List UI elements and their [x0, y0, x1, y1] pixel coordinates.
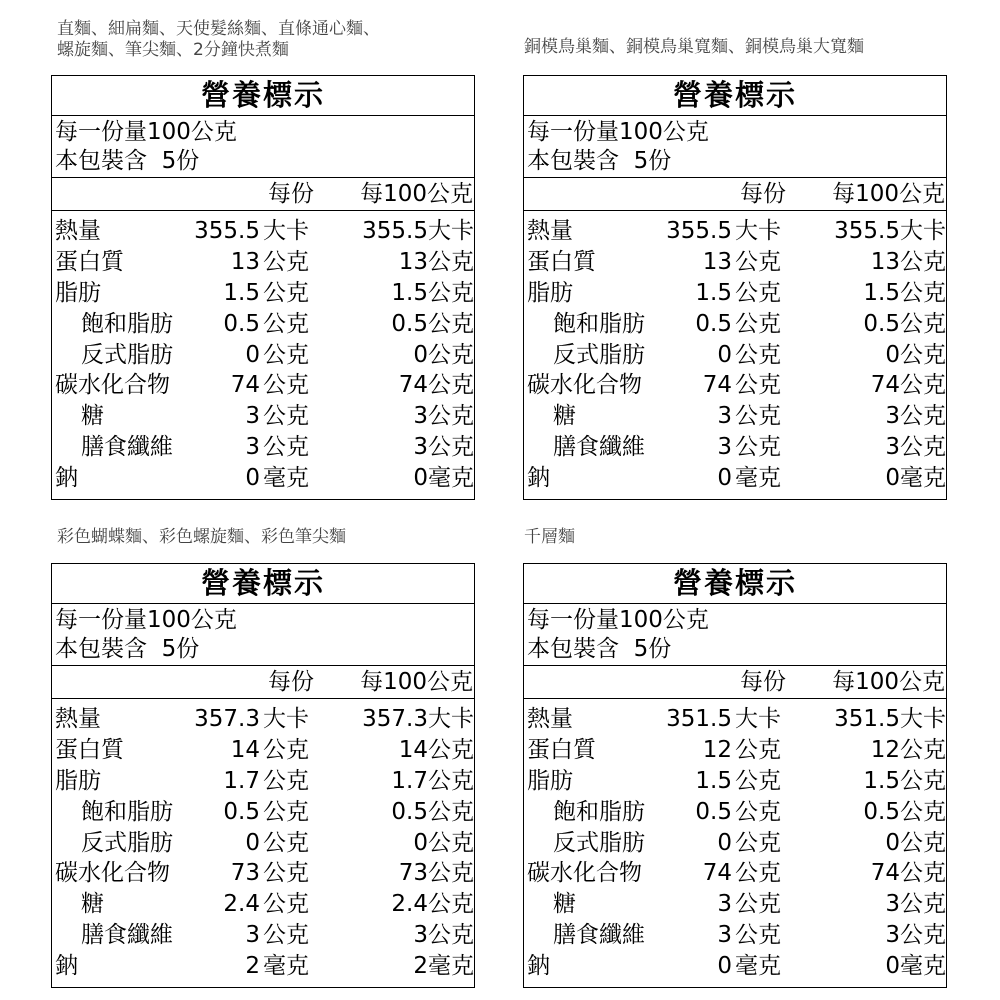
per-serving-value: 13 — [702, 248, 732, 275]
per-serving-unit: 毫克 — [263, 465, 309, 492]
nutrient-name: 熱量 — [55, 218, 101, 244]
per-100g-value: 355.5大卡 — [834, 218, 946, 244]
nutrient-name: 碳水化合物 — [527, 372, 642, 399]
per-serving-value: 3 — [717, 922, 732, 949]
nutrient-row — [524, 889, 946, 920]
per-100g-value: 3公克 — [885, 891, 946, 918]
per-serving-value: 3 — [717, 891, 732, 918]
nutrient-name: 飽和脂肪 — [553, 798, 645, 825]
servings-per-package: 本包裝含 5份 — [55, 636, 200, 662]
per-serving-value: 355.5 — [194, 218, 260, 244]
per-100g-value: 0.5公克 — [863, 310, 946, 337]
per-100g-value: 0公克 — [885, 341, 946, 368]
col-per-100g: 每100公克 — [832, 181, 945, 207]
per-100g-value: 0毫克 — [885, 465, 946, 492]
serving-size: 每一份量100公克 — [55, 607, 237, 633]
servings-per-package: 本包裝含 5份 — [55, 148, 200, 174]
per-100g-value: 3公克 — [885, 403, 946, 430]
nutrient-name: 蛋白質 — [55, 736, 124, 763]
per-100g-value: 0.5公克 — [863, 798, 946, 825]
per-serving-unit: 公克 — [735, 860, 781, 887]
per-serving-unit: 毫克 — [263, 953, 309, 980]
per-serving-unit: 公克 — [263, 798, 309, 825]
per-100g-value: 1.5公克 — [391, 279, 474, 306]
per-serving-value: 3 — [717, 434, 732, 461]
per-serving-unit: 大卡 — [263, 706, 309, 732]
per-serving-value: 13 — [230, 248, 260, 275]
per-serving-unit: 大卡 — [735, 218, 781, 244]
nutrient-row — [524, 463, 946, 494]
per-serving-value: 0 — [245, 829, 260, 856]
per-100g-value: 74公克 — [870, 372, 946, 399]
per-serving-unit: 毫克 — [735, 465, 781, 492]
nutrient-name: 脂肪 — [527, 767, 573, 794]
nutrient-name: 蛋白質 — [527, 736, 596, 763]
per-serving-value: 0 — [717, 829, 732, 856]
nutrient-row — [52, 704, 474, 735]
nutrient-row — [524, 432, 946, 463]
nutrient-name: 膳食纖維 — [81, 922, 173, 949]
nutrient-row — [52, 463, 474, 494]
per-100g-value: 3公克 — [413, 434, 474, 461]
column-header — [524, 666, 946, 699]
per-serving-value: 1.5 — [223, 279, 260, 306]
per-serving-unit: 公克 — [263, 891, 309, 918]
per-serving-unit: 公克 — [735, 767, 781, 794]
nutrient-name: 碳水化合物 — [527, 860, 642, 887]
nutrient-row — [52, 370, 474, 401]
per-serving-value: 1.5 — [695, 279, 732, 306]
nutrient-row — [524, 828, 946, 859]
nutrient-row — [524, 278, 946, 309]
per-serving-unit: 公克 — [735, 922, 781, 949]
nutrient-name: 脂肪 — [55, 279, 101, 306]
per-serving-value: 357.3 — [194, 706, 260, 732]
nutrient-name: 飽和脂肪 — [81, 310, 173, 337]
per-100g-value: 74公克 — [398, 372, 474, 399]
per-serving-unit: 公克 — [263, 860, 309, 887]
nutrient-name: 熱量 — [527, 218, 573, 244]
per-serving-unit: 公克 — [735, 891, 781, 918]
nutrient-name: 反式脂肪 — [81, 829, 173, 856]
per-serving-value: 0 — [717, 953, 732, 980]
nutrient-row — [524, 797, 946, 828]
per-serving-value: 1.7 — [223, 767, 260, 794]
per-serving-value: 0 — [717, 341, 732, 368]
per-serving-unit: 大卡 — [263, 218, 309, 244]
per-serving-unit: 公克 — [263, 829, 309, 856]
per-100g-value: 3公克 — [413, 922, 474, 949]
nutrient-row — [52, 797, 474, 828]
per-100g-value: 0毫克 — [413, 465, 474, 492]
nutrient-row — [52, 278, 474, 309]
col-per-100g: 每100公克 — [360, 669, 473, 695]
panel-title: 營養標示 — [52, 564, 474, 604]
nutrient-name: 鈉 — [527, 465, 550, 492]
per-serving-unit: 公克 — [263, 310, 309, 337]
nutrient-row — [524, 247, 946, 278]
nutrient-row — [524, 766, 946, 797]
nutrient-name: 蛋白質 — [527, 248, 596, 275]
nutrient-row — [52, 951, 474, 982]
nutrient-row — [524, 216, 946, 247]
nutrient-row — [524, 735, 946, 766]
nutrient-row — [52, 309, 474, 340]
nutrient-row — [524, 858, 946, 889]
nutrient-name: 熱量 — [527, 706, 573, 732]
per-100g-value: 14公克 — [398, 736, 474, 763]
nutrient-row — [524, 951, 946, 982]
per-serving-unit: 公克 — [735, 372, 781, 399]
col-per-serving: 每份 — [740, 669, 786, 695]
col-per-serving: 每份 — [268, 669, 314, 695]
per-serving-unit: 毫克 — [735, 953, 781, 980]
per-serving-value: 73 — [230, 860, 260, 887]
per-100g-value: 0.5公克 — [391, 310, 474, 337]
per-serving-value: 3 — [245, 434, 260, 461]
per-100g-value: 351.5大卡 — [834, 706, 946, 732]
nutrient-name: 反式脂肪 — [553, 341, 645, 368]
nutrient-name: 糖 — [81, 891, 104, 918]
per-serving-value: 0.5 — [695, 798, 732, 825]
nutrient-row — [52, 247, 474, 278]
per-100g-value: 13公克 — [870, 248, 946, 275]
caption-line: 彩色蝴蝶麵、彩色螺旋麵、彩色筆尖麵 — [57, 527, 346, 547]
caption-top-right — [524, 37, 864, 58]
nutrient-rows — [524, 211, 946, 494]
per-serving-unit: 大卡 — [735, 706, 781, 732]
per-serving-unit: 公克 — [263, 736, 309, 763]
nutrition-label-panel — [51, 75, 475, 500]
serving-info — [52, 116, 474, 178]
nutrient-name: 鈉 — [55, 953, 78, 980]
caption-line: 螺旋麵、筆尖麵、2分鐘快煮麵 — [57, 40, 289, 60]
nutrient-name: 鈉 — [527, 953, 550, 980]
per-serving-unit: 公克 — [735, 736, 781, 763]
nutrient-row — [52, 828, 474, 859]
per-serving-unit: 公克 — [735, 341, 781, 368]
panel-title: 營養標示 — [524, 76, 946, 116]
nutrient-name: 碳水化合物 — [55, 372, 170, 399]
nutrient-row — [524, 920, 946, 951]
nutrient-name: 鈉 — [55, 465, 78, 492]
per-serving-value: 0.5 — [695, 310, 732, 337]
nutrient-rows — [52, 699, 474, 982]
nutrient-name: 飽和脂肪 — [81, 798, 173, 825]
nutrient-row — [524, 370, 946, 401]
per-serving-unit: 公克 — [263, 767, 309, 794]
col-per-serving: 每份 — [268, 181, 314, 207]
per-serving-unit: 公克 — [735, 829, 781, 856]
per-100g-value: 1.5公克 — [863, 767, 946, 794]
per-serving-unit: 公克 — [263, 403, 309, 430]
per-100g-value: 355.5大卡 — [362, 218, 474, 244]
per-100g-value: 2毫克 — [413, 953, 474, 980]
per-serving-unit: 公克 — [263, 372, 309, 399]
per-serving-value: 2 — [245, 953, 260, 980]
per-serving-value: 14 — [230, 736, 260, 763]
per-serving-unit: 公克 — [263, 248, 309, 275]
serving-info — [52, 604, 474, 666]
per-serving-value: 0 — [245, 341, 260, 368]
nutrient-name: 反式脂肪 — [553, 829, 645, 856]
per-100g-value: 3公克 — [885, 434, 946, 461]
per-100g-value: 3公克 — [885, 922, 946, 949]
nutrient-name: 糖 — [553, 403, 576, 430]
caption-line: 直麵、細扁麵、天使髮絲麵、直條通心麵、 — [57, 19, 380, 39]
per-serving-value: 12 — [702, 736, 732, 763]
per-100g-value: 1.5公克 — [863, 279, 946, 306]
nutrient-row — [524, 309, 946, 340]
per-100g-value: 74公克 — [870, 860, 946, 887]
per-serving-unit: 公克 — [735, 310, 781, 337]
col-per-100g: 每100公克 — [360, 181, 473, 207]
nutrient-row — [52, 340, 474, 371]
per-100g-value: 2.4公克 — [391, 891, 474, 918]
col-per-100g: 每100公克 — [832, 669, 945, 695]
column-header — [52, 666, 474, 699]
nutrient-row — [52, 432, 474, 463]
nutrient-name: 反式脂肪 — [81, 341, 173, 368]
per-serving-value: 355.5 — [666, 218, 732, 244]
per-serving-value: 74 — [702, 372, 732, 399]
nutrient-row — [52, 766, 474, 797]
per-100g-value: 12公克 — [870, 736, 946, 763]
per-100g-value: 0毫克 — [885, 953, 946, 980]
per-100g-value: 0公克 — [885, 829, 946, 856]
servings-per-package: 本包裝含 5份 — [527, 636, 672, 662]
nutrient-row — [52, 735, 474, 766]
nutrient-name: 脂肪 — [527, 279, 573, 306]
nutrient-name: 碳水化合物 — [55, 860, 170, 887]
per-serving-value: 3 — [245, 403, 260, 430]
per-100g-value: 357.3大卡 — [362, 706, 474, 732]
nutrient-name: 飽和脂肪 — [553, 310, 645, 337]
nutrient-name: 膳食纖維 — [553, 922, 645, 949]
nutrient-name: 熱量 — [55, 706, 101, 732]
servings-per-package: 本包裝含 5份 — [527, 148, 672, 174]
nutrient-rows — [524, 699, 946, 982]
per-serving-unit: 公克 — [263, 922, 309, 949]
caption-bottom-right — [524, 527, 575, 548]
per-serving-value: 3 — [717, 403, 732, 430]
nutrient-name: 膳食纖維 — [81, 434, 173, 461]
per-serving-unit: 公克 — [735, 434, 781, 461]
per-100g-value: 13公克 — [398, 248, 474, 275]
per-100g-value: 1.7公克 — [391, 767, 474, 794]
nutrition-label-panel — [523, 563, 947, 988]
per-serving-value: 74 — [230, 372, 260, 399]
nutrient-row — [52, 920, 474, 951]
serving-size: 每一份量100公克 — [527, 607, 709, 633]
caption-bottom-left — [57, 527, 346, 548]
per-serving-value: 351.5 — [666, 706, 732, 732]
per-serving-value: 3 — [245, 922, 260, 949]
per-serving-unit: 公克 — [735, 248, 781, 275]
panel-title: 營養標示 — [52, 76, 474, 116]
per-serving-unit: 公克 — [263, 341, 309, 368]
per-serving-value: 1.5 — [695, 767, 732, 794]
caption-line: 銅模鳥巢麵、銅模鳥巢寬麵、銅模鳥巢大寬麵 — [524, 37, 864, 57]
per-serving-value: 0.5 — [223, 798, 260, 825]
per-serving-unit: 公克 — [735, 279, 781, 306]
nutrient-name: 糖 — [81, 403, 104, 430]
nutrient-row — [524, 340, 946, 371]
nutrient-name: 膳食纖維 — [553, 434, 645, 461]
nutrient-row — [52, 216, 474, 247]
nutrient-name: 脂肪 — [55, 767, 101, 794]
per-100g-value: 73公克 — [398, 860, 474, 887]
per-serving-value: 74 — [702, 860, 732, 887]
per-serving-unit: 公克 — [735, 798, 781, 825]
col-per-serving: 每份 — [740, 181, 786, 207]
caption-line: 千層麵 — [524, 527, 575, 547]
serving-info — [524, 604, 946, 666]
nutrient-row — [524, 401, 946, 432]
nutrition-label-panel — [523, 75, 947, 500]
serving-size: 每一份量100公克 — [527, 119, 709, 145]
per-serving-unit: 公克 — [263, 434, 309, 461]
nutrient-row — [524, 704, 946, 735]
per-serving-unit: 公克 — [263, 279, 309, 306]
nutrient-row — [52, 889, 474, 920]
per-serving-value: 0 — [245, 465, 260, 492]
per-serving-value: 0.5 — [223, 310, 260, 337]
nutrient-name: 蛋白質 — [55, 248, 124, 275]
column-header — [52, 178, 474, 211]
per-100g-value: 0公克 — [413, 341, 474, 368]
nutrition-label-panel — [51, 563, 475, 988]
nutrient-name: 糖 — [553, 891, 576, 918]
panel-title: 營養標示 — [524, 564, 946, 604]
nutrient-rows — [52, 211, 474, 494]
nutrient-row — [52, 401, 474, 432]
nutrient-row — [52, 858, 474, 889]
column-header — [524, 178, 946, 211]
per-100g-value: 0公克 — [413, 829, 474, 856]
per-100g-value: 3公克 — [413, 403, 474, 430]
per-serving-value: 2.4 — [223, 891, 260, 918]
serving-info — [524, 116, 946, 178]
per-serving-unit: 公克 — [735, 403, 781, 430]
per-serving-value: 0 — [717, 465, 732, 492]
serving-size: 每一份量100公克 — [55, 119, 237, 145]
caption-top-left — [57, 19, 380, 61]
per-100g-value: 0.5公克 — [391, 798, 474, 825]
